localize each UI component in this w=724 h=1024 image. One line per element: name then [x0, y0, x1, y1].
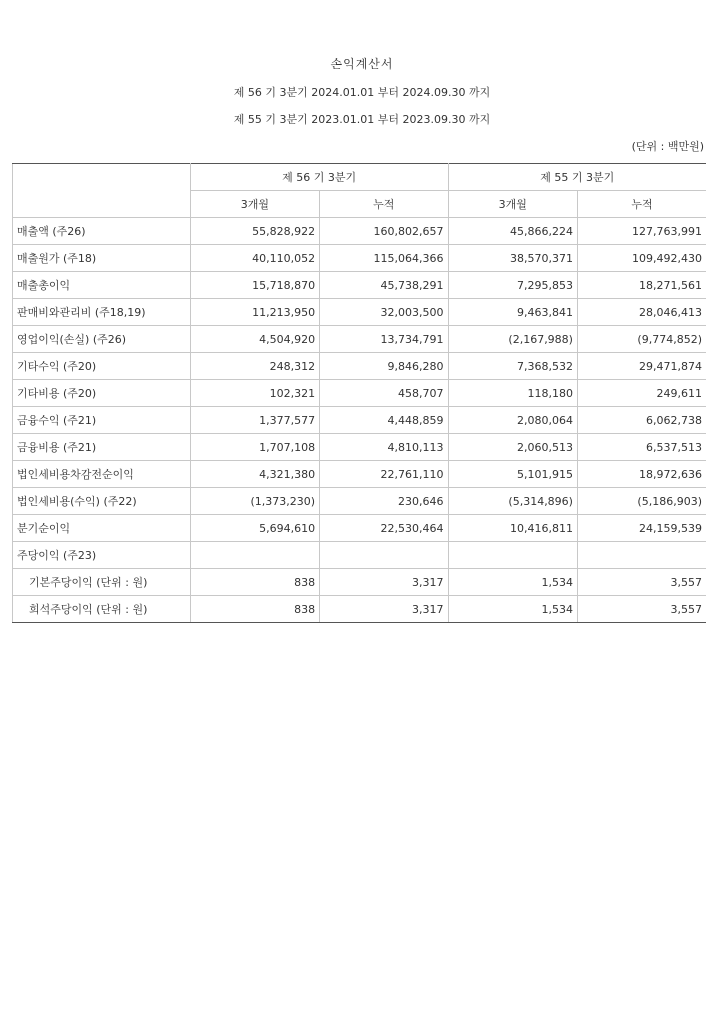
- header-sub-cell: 누적: [577, 191, 706, 218]
- value-cell: 7,368,532: [448, 353, 577, 380]
- table-row: [13, 569, 707, 596]
- value-cell: 1,534: [448, 569, 577, 596]
- table-row: [13, 245, 707, 272]
- value-cell: 230,646: [320, 488, 448, 515]
- value-cell: (1,373,230): [190, 488, 319, 515]
- value-cell: 3,317: [320, 569, 448, 596]
- value-cell: 11,213,950: [190, 299, 319, 326]
- row-label: 금융수익 (주21): [13, 407, 191, 434]
- value-cell: 4,810,113: [320, 434, 448, 461]
- value-cell: 115,064,366: [320, 245, 448, 272]
- row-label: 매출총이익: [13, 272, 191, 299]
- value-cell: 249,611: [577, 380, 706, 407]
- value-cell: 18,271,561: [577, 272, 706, 299]
- value-cell: 5,101,915: [448, 461, 577, 488]
- table-row: [13, 353, 707, 380]
- value-cell: (5,186,903): [577, 488, 706, 515]
- header-period-previous: 제 55 기 3분기: [448, 164, 706, 191]
- value-cell: (2,167,988): [448, 326, 577, 353]
- value-cell: 22,530,464: [320, 515, 448, 542]
- value-cell: 55,828,922: [190, 218, 319, 245]
- value-cell: 5,694,610: [190, 515, 319, 542]
- row-label: 법인세비용차감전순이익: [13, 461, 191, 488]
- value-cell: 118,180: [448, 380, 577, 407]
- value-cell: (5,314,896): [448, 488, 577, 515]
- value-cell: 2,060,513: [448, 434, 577, 461]
- value-cell: 102,321: [190, 380, 319, 407]
- value-cell: [190, 542, 319, 569]
- table-row: [13, 488, 707, 515]
- value-cell: 838: [190, 569, 319, 596]
- value-cell: 7,295,853: [448, 272, 577, 299]
- value-cell: 127,763,991: [577, 218, 706, 245]
- value-cell: 248,312: [190, 353, 319, 380]
- value-cell: 45,866,224: [448, 218, 577, 245]
- value-cell: 29,471,874: [577, 353, 706, 380]
- header-sub-cell: 누적: [320, 191, 448, 218]
- row-label: 기본주당이익 (단위 : 원): [13, 569, 191, 596]
- table-row: [13, 461, 707, 488]
- value-cell: [320, 542, 448, 569]
- row-label: 희석주당이익 (단위 : 원): [13, 596, 191, 623]
- period-previous: 제 55 기 3분기 2023.01.01 부터 2023.09.30 까지: [233, 113, 491, 126]
- header-sub-cell: 3개월: [448, 191, 577, 218]
- table-row: [13, 272, 707, 299]
- value-cell: 2,080,064: [448, 407, 577, 434]
- value-cell: [577, 542, 706, 569]
- row-label: 금융비용 (주21): [13, 434, 191, 461]
- value-cell: 28,046,413: [577, 299, 706, 326]
- table-row: [13, 542, 707, 569]
- table-row: [13, 380, 707, 407]
- income-statement-table: [12, 163, 706, 623]
- value-cell: 24,159,539: [577, 515, 706, 542]
- row-label: 매출액 (주26): [13, 218, 191, 245]
- value-cell: 458,707: [320, 380, 448, 407]
- row-label: 판매비와관리비 (주18,19): [13, 299, 191, 326]
- value-cell: 6,062,738: [577, 407, 706, 434]
- unit-label: (단위 : 백만원): [631, 140, 704, 153]
- value-cell: 45,738,291: [320, 272, 448, 299]
- document-title: 손익계산서: [330, 57, 394, 71]
- table-row: [13, 515, 707, 542]
- row-label: 매출원가 (주18): [13, 245, 191, 272]
- value-cell: 9,846,280: [320, 353, 448, 380]
- value-cell: [448, 542, 577, 569]
- value-cell: 38,570,371: [448, 245, 577, 272]
- row-label: 기타수익 (주20): [13, 353, 191, 380]
- header-sub-cell: 3개월: [190, 191, 319, 218]
- value-cell: 4,448,859: [320, 407, 448, 434]
- period-current: 제 56 기 3분기 2024.01.01 부터 2024.09.30 까지: [233, 86, 491, 99]
- value-cell: 160,802,657: [320, 218, 448, 245]
- table-row: [13, 596, 707, 623]
- value-cell: 10,416,811: [448, 515, 577, 542]
- value-cell: 4,321,380: [190, 461, 319, 488]
- value-cell: 13,734,791: [320, 326, 448, 353]
- value-cell: 40,110,052: [190, 245, 319, 272]
- value-cell: (9,774,852): [577, 326, 706, 353]
- header-row-periods: [13, 164, 707, 191]
- row-label: 주당이익 (주23): [13, 542, 191, 569]
- value-cell: 15,718,870: [190, 272, 319, 299]
- row-label: 기타비용 (주20): [13, 380, 191, 407]
- row-label: 법인세비용(수익) (주22): [13, 488, 191, 515]
- value-cell: 18,972,636: [577, 461, 706, 488]
- value-cell: 6,537,513: [577, 434, 706, 461]
- table-row: [13, 407, 707, 434]
- value-cell: 32,003,500: [320, 299, 448, 326]
- value-cell: 3,317: [320, 596, 448, 623]
- row-label: 영업이익(손실) (주26): [13, 326, 191, 353]
- value-cell: 838: [190, 596, 319, 623]
- header-period-current: 제 56 기 3분기: [190, 164, 448, 191]
- value-cell: 1,707,108: [190, 434, 319, 461]
- value-cell: 22,761,110: [320, 461, 448, 488]
- value-cell: 1,377,577: [190, 407, 319, 434]
- value-cell: 4,504,920: [190, 326, 319, 353]
- value-cell: 9,463,841: [448, 299, 577, 326]
- header-blank-cell: [13, 164, 191, 218]
- table-row: [13, 299, 707, 326]
- table-row: [13, 326, 707, 353]
- table-row: [13, 434, 707, 461]
- row-label: 분기순이익: [13, 515, 191, 542]
- value-cell: 109,492,430: [577, 245, 706, 272]
- value-cell: 1,534: [448, 596, 577, 623]
- value-cell: 3,557: [577, 569, 706, 596]
- value-cell: 3,557: [577, 596, 706, 623]
- table-row: [13, 218, 707, 245]
